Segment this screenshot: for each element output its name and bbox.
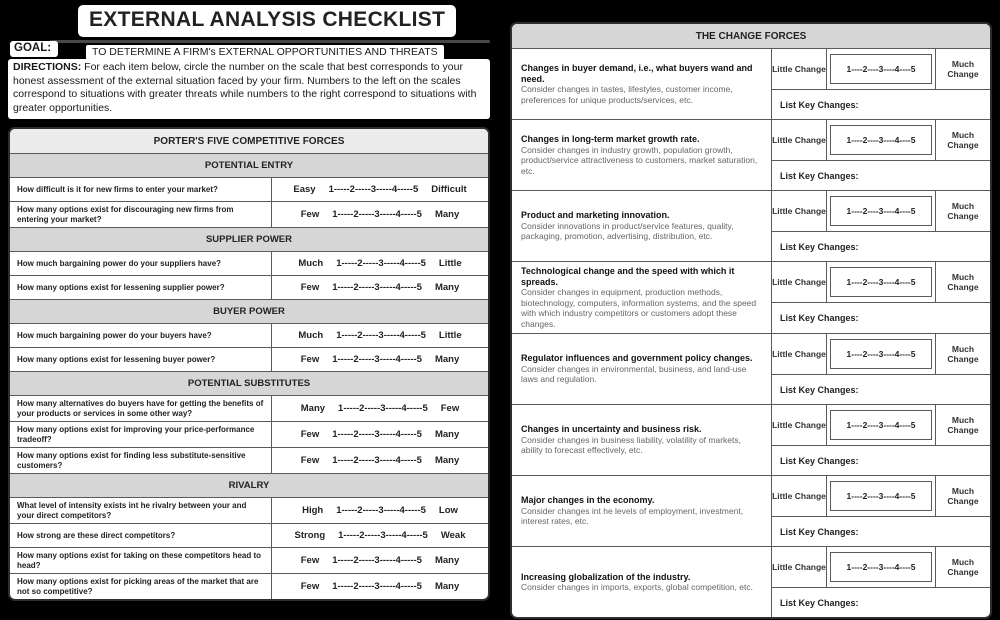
scale-cell bbox=[827, 262, 935, 302]
scale-cell bbox=[827, 547, 935, 587]
list-key-changes-field[interactable]: List Key Changes: bbox=[780, 99, 859, 110]
change-item-subtext: Consider changes in environmental, business, and land-use laws and regulation. bbox=[521, 363, 747, 385]
change-item-rating bbox=[772, 120, 990, 190]
scale-left-anchor: Few bbox=[300, 455, 320, 466]
change-item-market-growth bbox=[512, 120, 990, 191]
change-item-globalization bbox=[512, 547, 990, 617]
scale-numbers[interactable]: 1-----2-----3-----4-----5 bbox=[332, 581, 422, 592]
much-change-label: Much Change bbox=[935, 547, 990, 587]
scale-numbers[interactable]: 1-----2-----3-----4-----5 bbox=[336, 330, 426, 341]
scale-cell bbox=[827, 334, 935, 374]
change-item-description bbox=[512, 476, 772, 546]
little-change-label: Little Change bbox=[772, 547, 827, 587]
rating-scale-row bbox=[772, 120, 990, 161]
scale-right-anchor: Many bbox=[434, 455, 460, 466]
scale-numbers[interactable]: 1-----2-----3-----4-----5 bbox=[332, 455, 422, 466]
rating-scale[interactable] bbox=[272, 396, 488, 421]
section-header-buyer-power: BUYER POWER bbox=[10, 300, 488, 324]
scale-numbers[interactable]: 1----2----3----4----5 bbox=[830, 267, 932, 297]
rating-scale-row bbox=[772, 547, 990, 588]
scale-right-anchor: Many bbox=[434, 581, 460, 592]
scale-right-anchor: Weak bbox=[440, 530, 466, 541]
little-change-label: Little Change bbox=[772, 191, 827, 231]
scale-numbers[interactable]: 1----2----3----4----5 bbox=[830, 196, 932, 226]
change-item-subtext: Consider changes int he levels of employment, investment, interest rates, etc. bbox=[521, 505, 744, 527]
table-row bbox=[10, 202, 488, 228]
rating-scale-row bbox=[772, 191, 990, 232]
scale-numbers[interactable]: 1-----2-----3-----4-----5 bbox=[336, 505, 426, 516]
change-item-title: Product and marketing innovation. bbox=[521, 210, 670, 221]
table-row bbox=[10, 252, 488, 276]
list-key-changes-field[interactable]: List Key Changes: bbox=[780, 455, 859, 466]
rating-scale[interactable] bbox=[272, 574, 488, 599]
directions-text: For each item below, circle the number on the scale that best corresponds to your honest assessment of the external situation faced by your firm. Numbers to the left on the scales correspond to situations with greater threats while numbers to the right correspond to situations with greater opportunities. bbox=[13, 61, 477, 114]
scale-left-anchor: High bbox=[302, 505, 324, 516]
scale-left-anchor: Few bbox=[300, 429, 320, 440]
change-item-rating bbox=[772, 547, 990, 617]
question-text: How many options exist for discouraging new firms from entering your market? bbox=[10, 202, 272, 227]
scale-numbers[interactable]: 1----2----3----4----5 bbox=[830, 54, 932, 84]
scale-cell bbox=[827, 120, 935, 160]
change-item-title: Changes in uncertainty and business risk. bbox=[521, 424, 702, 435]
question-text: How many options exist for lessening supplier power? bbox=[10, 276, 272, 299]
scale-numbers[interactable]: 1-----2-----3-----4-----5 bbox=[338, 530, 428, 541]
scale-numbers[interactable]: 1----2----3----4----5 bbox=[830, 339, 932, 369]
scale-left-anchor: Many bbox=[300, 403, 326, 414]
scale-cell bbox=[827, 49, 935, 89]
much-change-label: Much Change bbox=[935, 120, 990, 160]
table-row bbox=[10, 574, 488, 599]
rating-scale-row bbox=[772, 49, 990, 90]
question-text: How many options exist for picking areas of the market that are not so competitive? bbox=[10, 574, 272, 599]
goal-divider-line bbox=[50, 40, 490, 43]
table-row bbox=[10, 276, 488, 300]
porter-forces-table bbox=[8, 127, 490, 601]
rating-scale-row bbox=[772, 405, 990, 446]
change-item-title: Increasing globalization of the industry. bbox=[521, 571, 691, 582]
change-item-title: Technological change and the speed with which it spreads. bbox=[521, 266, 735, 287]
scale-right-anchor: Many bbox=[434, 555, 460, 566]
question-text: How many options exist for lessening buyer power? bbox=[10, 348, 272, 371]
table-row bbox=[10, 524, 488, 548]
rating-scale-row bbox=[772, 262, 990, 303]
section-header-supplier-power: SUPPLIER POWER bbox=[10, 228, 488, 252]
change-item-rating bbox=[772, 405, 990, 475]
change-item-product-innovation bbox=[512, 191, 990, 262]
little-change-label: Little Change bbox=[772, 262, 827, 302]
scale-numbers[interactable]: 1-----2-----3-----4-----5 bbox=[338, 403, 428, 414]
change-item-rating bbox=[772, 191, 990, 261]
change-item-subtext: Consider innovations in product/service features, quality, packaging, promotion, advertising, distribution, etc. bbox=[521, 220, 734, 242]
scale-right-anchor: Low bbox=[438, 505, 458, 516]
table-row bbox=[10, 396, 488, 422]
change-item-description bbox=[512, 49, 772, 119]
change-item-subtext: Consider changes in business liability, volatility of markets, ability to forecast effectively, etc. bbox=[521, 434, 741, 456]
question-text: How much bargaining power do your buyers have? bbox=[10, 324, 272, 347]
table-row bbox=[10, 498, 488, 524]
page-title: EXTERNAL ANALYSIS CHECKLIST bbox=[78, 5, 456, 37]
change-item-title: Changes in buyer demand, i.e., what buyers wand and need. bbox=[521, 63, 753, 84]
rating-scale[interactable] bbox=[272, 252, 488, 275]
scale-right-anchor: Few bbox=[440, 403, 460, 414]
scale-left-anchor: Easy bbox=[293, 184, 316, 195]
scale-left-anchor: Much bbox=[298, 258, 324, 269]
rating-scale[interactable] bbox=[272, 524, 488, 547]
change-item-technological-change bbox=[512, 262, 990, 334]
scale-right-anchor: Little bbox=[438, 330, 462, 341]
table-row bbox=[10, 448, 488, 474]
change-item-economy bbox=[512, 476, 990, 547]
directions-paragraph bbox=[8, 59, 490, 119]
scale-numbers[interactable]: 1-----2-----3-----4-----5 bbox=[332, 354, 422, 365]
scale-cell bbox=[827, 405, 935, 445]
change-item-rating bbox=[772, 334, 990, 404]
change-item-title: Regulator influences and government policy changes. bbox=[521, 353, 753, 364]
rating-scale[interactable] bbox=[272, 422, 488, 447]
much-change-label: Much Change bbox=[935, 405, 990, 445]
little-change-label: Little Change bbox=[772, 49, 827, 89]
table-row bbox=[10, 178, 488, 202]
much-change-label: Much Change bbox=[935, 476, 990, 516]
section-header-potential-entry: POTENTIAL ENTRY bbox=[10, 154, 488, 178]
section-header-rivalry: RIVALRY bbox=[10, 474, 488, 498]
question-text: How many options exist for finding less substitute-sensitive customers? bbox=[10, 448, 272, 473]
scale-numbers[interactable]: 1----2----3----4----5 bbox=[830, 552, 932, 582]
scale-right-anchor: Many bbox=[434, 282, 460, 293]
scale-numbers[interactable]: 1-----2-----3-----4-----5 bbox=[332, 282, 422, 293]
porter-table-header: PORTER'S FIVE COMPETITIVE FORCES bbox=[10, 129, 488, 154]
scale-numbers[interactable]: 1----2----3----4----5 bbox=[830, 125, 932, 155]
change-item-buyer-demand bbox=[512, 49, 990, 120]
scale-left-anchor: Strong bbox=[294, 530, 326, 541]
scale-left-anchor: Few bbox=[300, 209, 320, 220]
scale-cell bbox=[827, 191, 935, 231]
change-item-subtext: Consider changes in industry growth, population growth, product/service attractiveness to customers, market saturation, etc. bbox=[521, 144, 758, 176]
scale-numbers[interactable]: 1----2----3----4----5 bbox=[830, 481, 932, 511]
scale-left-anchor: Few bbox=[300, 282, 320, 293]
change-item-subtext: Consider changes in imports, exports, global competition, etc. bbox=[521, 582, 753, 592]
list-key-changes-field[interactable]: List Key Changes: bbox=[780, 170, 859, 181]
rating-scale[interactable] bbox=[272, 324, 488, 347]
scale-left-anchor: Few bbox=[300, 555, 320, 566]
list-key-changes-field[interactable]: List Key Changes: bbox=[780, 526, 859, 537]
question-text: How much bargaining power do your suppliers have? bbox=[10, 252, 272, 275]
question-text: How strong are these direct competitors? bbox=[10, 524, 272, 547]
rating-scale[interactable] bbox=[272, 202, 488, 227]
list-key-changes-field[interactable]: List Key Changes: bbox=[780, 597, 859, 608]
rating-scale[interactable] bbox=[272, 498, 488, 523]
scale-numbers[interactable]: 1-----2-----3-----4-----5 bbox=[336, 258, 426, 269]
question-text: How many options exist for improving your price-performance tradeoff? bbox=[10, 422, 272, 447]
rating-scale-row bbox=[772, 334, 990, 375]
rating-scale-row bbox=[772, 476, 990, 517]
scale-numbers[interactable]: 1-----2-----3-----4-----5 bbox=[332, 429, 422, 440]
change-item-description bbox=[512, 405, 772, 475]
table-row bbox=[10, 422, 488, 448]
scale-left-anchor: Few bbox=[300, 354, 320, 365]
list-key-changes-field[interactable]: List Key Changes: bbox=[780, 241, 859, 252]
list-key-changes-field[interactable]: List Key Changes: bbox=[780, 384, 859, 395]
change-table-header: THE CHANGE FORCES bbox=[512, 24, 990, 49]
scale-numbers[interactable]: 1-----2-----3-----4-----5 bbox=[332, 209, 422, 220]
rating-scale[interactable] bbox=[272, 548, 488, 573]
list-key-changes-field[interactable]: List Key Changes: bbox=[780, 313, 859, 323]
scale-numbers[interactable]: 1----2----3----4----5 bbox=[830, 410, 932, 440]
question-text: How difficult is it for new firms to enter your market? bbox=[10, 178, 272, 201]
change-item-subtext: Consider changes in equipment, production methods, biotechnology, computers, information systems, and the speed with which industry competitors or customers adopt these changes. bbox=[521, 287, 757, 329]
much-change-label: Much Change bbox=[935, 262, 990, 302]
scale-right-anchor: Little bbox=[438, 258, 462, 269]
much-change-label: Much Change bbox=[935, 191, 990, 231]
rating-scale[interactable] bbox=[272, 448, 488, 473]
goal-label: GOAL: bbox=[10, 41, 58, 57]
change-item-rating bbox=[772, 49, 990, 119]
little-change-label: Little Change bbox=[772, 120, 827, 160]
change-item-rating bbox=[772, 476, 990, 546]
little-change-label: Little Change bbox=[772, 405, 827, 445]
much-change-label: Much Change bbox=[935, 49, 990, 89]
scale-left-anchor: Few bbox=[300, 581, 320, 592]
table-row bbox=[10, 548, 488, 574]
scale-numbers[interactable]: 1-----2-----3-----4-----5 bbox=[328, 184, 419, 195]
change-item-subtext: Consider changes in tastes, lifestyles, customer income, preferences for unique products/services, etc. bbox=[521, 84, 733, 105]
scale-numbers[interactable]: 1-----2-----3-----4-----5 bbox=[332, 555, 422, 566]
little-change-label: Little Change bbox=[772, 476, 827, 516]
change-item-regulator-influences bbox=[512, 334, 990, 405]
change-item-description bbox=[512, 191, 772, 261]
change-forces-table bbox=[510, 22, 992, 619]
scale-cell bbox=[827, 476, 935, 516]
table-row bbox=[10, 324, 488, 348]
goal-text: TO DETERMINE A FIRM's EXTERNAL OPPORTUNITIES AND THREATS bbox=[86, 45, 444, 60]
rating-scale[interactable] bbox=[272, 276, 488, 299]
question-text: What level of intensity exists int he rivalry between your and your direct competitors? bbox=[10, 498, 272, 523]
change-item-uncertainty-risk bbox=[512, 405, 990, 476]
change-item-rating bbox=[772, 262, 990, 333]
change-item-description bbox=[512, 334, 772, 404]
little-change-label: Little Change bbox=[772, 334, 827, 374]
table-row bbox=[10, 348, 488, 372]
change-item-description bbox=[512, 262, 772, 333]
scale-right-anchor: Many bbox=[434, 429, 460, 440]
scale-right-anchor: Difficult bbox=[431, 184, 467, 195]
much-change-label: Much Change bbox=[935, 334, 990, 374]
section-header-potential-substitutes: POTENTIAL SUBSTITUTES bbox=[10, 372, 488, 396]
change-item-title: Major changes in the economy. bbox=[521, 495, 655, 506]
scale-left-anchor: Much bbox=[298, 330, 324, 341]
rating-scale[interactable] bbox=[272, 178, 488, 201]
rating-scale[interactable] bbox=[272, 348, 488, 371]
question-text: How many options exist for taking on these competitors head to head? bbox=[10, 548, 272, 573]
change-item-description bbox=[512, 547, 772, 617]
scale-right-anchor: Many bbox=[434, 354, 460, 365]
change-item-title: Changes in long-term market growth rate. bbox=[521, 134, 700, 144]
change-item-description bbox=[512, 120, 772, 190]
directions-label: DIRECTIONS: bbox=[13, 61, 82, 73]
question-text: How many alternatives do buyers have for getting the benefits of your products or services in some other way? bbox=[10, 396, 272, 421]
scale-right-anchor: Many bbox=[434, 209, 460, 220]
